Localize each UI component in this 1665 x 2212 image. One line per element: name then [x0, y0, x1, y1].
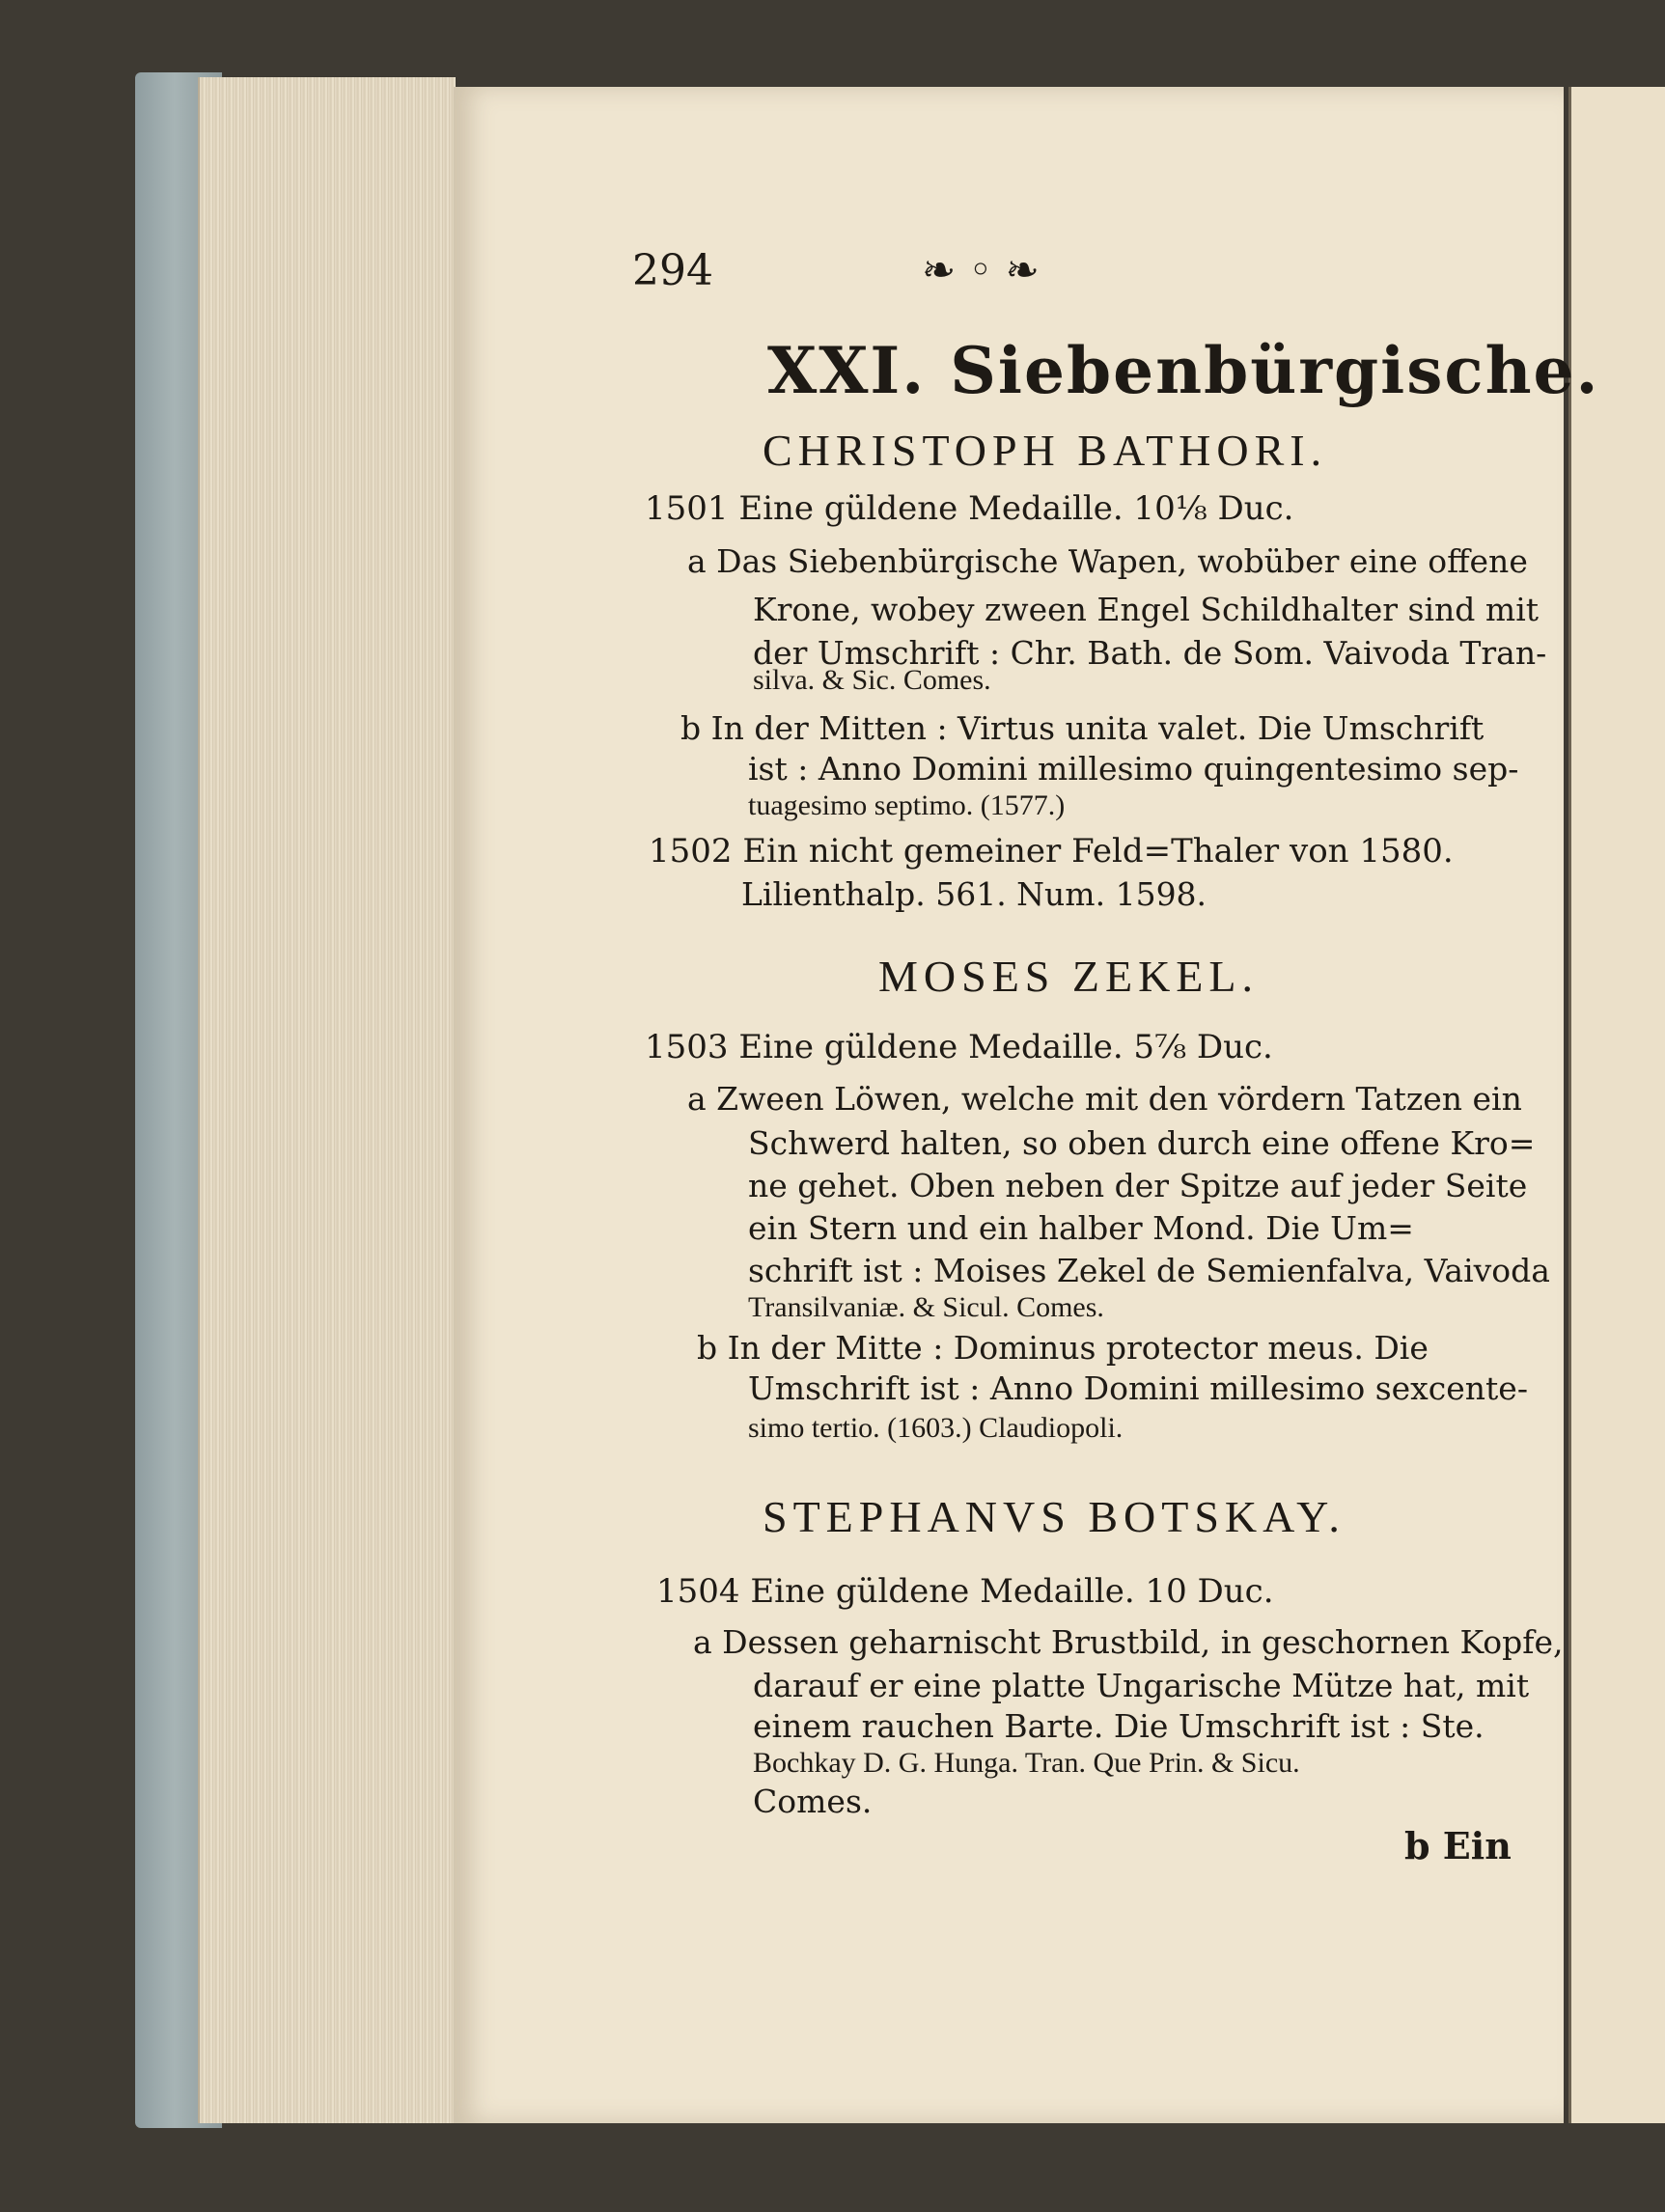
section-heading: CHRISTOPH BATHORI.	[763, 426, 1328, 475]
entry-line: silva. & Sic. Comes.	[753, 664, 991, 696]
entry-line: schrift ist : Moises Zekel de Semienfalva, Vaivoda	[748, 1252, 1550, 1289]
entry-line: b In der Mitte : Dominus protector meus. Die	[697, 1329, 1429, 1367]
chapter-title: XXI. Siebenbürgische.	[767, 333, 1600, 408]
entry-line: einem rauchen Barte. Die Umschrift ist : Ste.	[753, 1707, 1485, 1745]
section-heading: MOSES ZEKEL.	[878, 952, 1259, 1001]
entry-line: simo tertio. (1603.) Claudiopoli.	[748, 1412, 1124, 1444]
entry-line: Schwerd halten, so oben durch eine offene Kro=	[748, 1124, 1536, 1162]
entry-line: 1503 Eine güldene Medaille. 5⅞ Duc.	[645, 1028, 1273, 1066]
page-edges	[198, 77, 456, 2123]
entry-line: ist : Anno Domini millesimo quingentesimo sep-	[748, 750, 1519, 788]
entry-line: Comes.	[753, 1783, 873, 1820]
entry-line: b In der Mitten : Virtus unita valet. Die Umschrift	[680, 709, 1485, 747]
entry-line: ne gehet. Oben neben der Spitze auf jeder Seite	[748, 1167, 1528, 1204]
header-ornament: ❧ ◦ ❧	[922, 246, 1040, 293]
entry-line: tuagesimo septimo. (1577.)	[748, 789, 1066, 821]
entry-line: 1501 Eine güldene Medaille. 10⅛ Duc.	[645, 489, 1294, 528]
page-number: 294	[632, 246, 713, 295]
entry-line: ein Stern und ein halber Mond. Die Um=	[748, 1209, 1414, 1247]
section-heading: STEPHANVS BOTSKAY.	[763, 1492, 1346, 1541]
entry-line: 1504 Eine güldene Medaille. 10 Duc.	[656, 1572, 1274, 1611]
entry-line: Umschrift ist : Anno Domini millesimo sexcente-	[748, 1369, 1528, 1407]
entry-line: Krone, wobey zween Engel Schildhalter sind mit	[753, 591, 1540, 628]
entry-line: Lilienthalp. 561. Num. 1598.	[741, 875, 1207, 913]
entry-line: der Umschrift : Chr. Bath. de Som. Vaivoda Tran-	[753, 634, 1547, 672]
page-header	[632, 246, 1202, 304]
catchword: b Ein	[1404, 1824, 1512, 1867]
entry-line: Bochkay D. G. Hunga. Tran. Que Prin. & Sicu.	[753, 1747, 1300, 1779]
entry-line: 1502 Ein nicht gemeiner Feld=Thaler von 1580.	[649, 832, 1454, 871]
entry-line: Transilvaniæ. & Sicul. Comes.	[748, 1291, 1104, 1323]
entry-line: a Dessen geharnischt Brustbild, in geschornen Kopfe,	[693, 1623, 1564, 1661]
entry-line: a Zween Löwen, welche mit den vördern Tatzen ein	[687, 1080, 1522, 1118]
entry-line: darauf er eine platte Ungarische Mütze hat, mit	[753, 1667, 1530, 1704]
entry-line: a Das Siebenbürgische Wapen, wobüber eine offene	[687, 542, 1528, 580]
